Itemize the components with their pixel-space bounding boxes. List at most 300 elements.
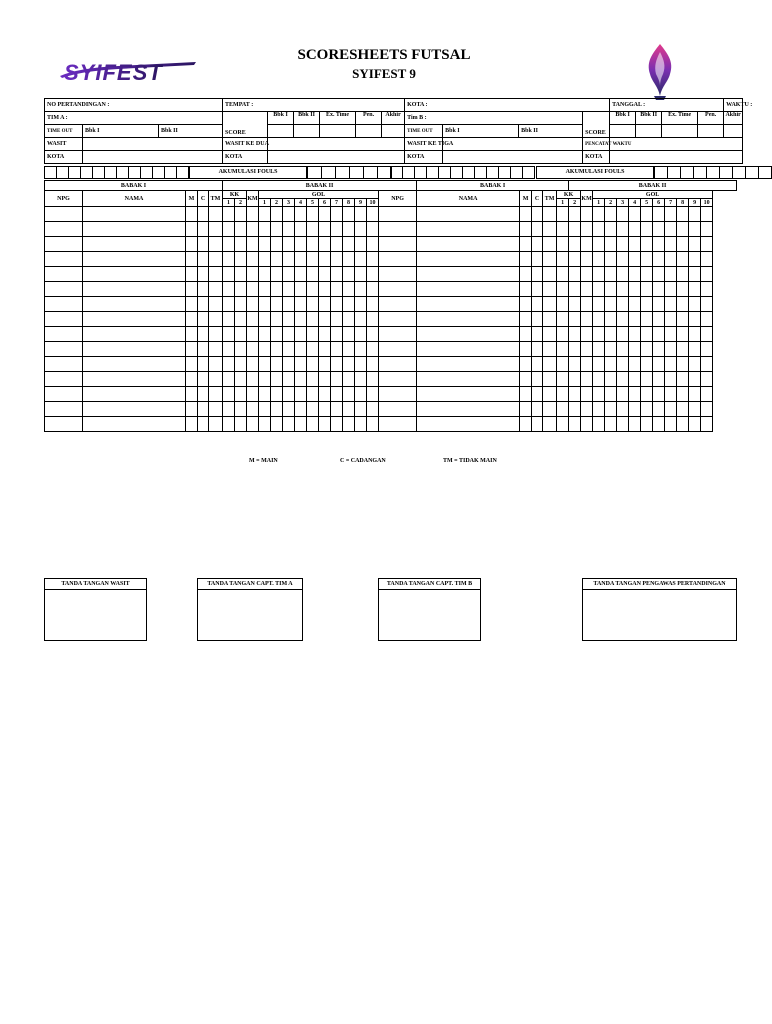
player-cell[interactable] (543, 417, 557, 432)
player-cell[interactable] (557, 402, 569, 417)
player-cell[interactable] (701, 387, 713, 402)
team-a-score-akhir-cell[interactable] (382, 125, 405, 138)
player-cell[interactable] (532, 357, 543, 372)
player-cell[interactable] (629, 267, 641, 282)
team-a-score-bbk1-cell[interactable] (268, 125, 294, 138)
player-cell[interactable] (677, 252, 689, 267)
tanggal-field[interactable]: TANGGAL : (610, 99, 724, 112)
player-cell[interactable] (653, 267, 665, 282)
kota-field[interactable]: KOTA : (405, 99, 610, 112)
player-cell[interactable] (557, 312, 569, 327)
player-cell[interactable] (223, 402, 235, 417)
player-cell[interactable] (83, 417, 186, 432)
player-cell[interactable] (198, 252, 209, 267)
player-cell[interactable] (331, 222, 343, 237)
player-cell[interactable] (259, 357, 271, 372)
player-cell[interactable] (198, 357, 209, 372)
player-cell[interactable] (677, 207, 689, 222)
player-cell[interactable] (355, 252, 367, 267)
player-cell[interactable] (665, 207, 677, 222)
player-cell[interactable] (259, 252, 271, 267)
player-cell[interactable] (593, 417, 605, 432)
player-cell[interactable] (629, 282, 641, 297)
player-cell[interactable] (605, 387, 617, 402)
waktu-field[interactable]: WAKTU : (724, 99, 743, 112)
player-cell[interactable] (379, 357, 417, 372)
player-cell[interactable] (417, 417, 520, 432)
player-cell[interactable] (331, 372, 343, 387)
player-cell[interactable] (45, 267, 83, 282)
player-cell[interactable] (701, 282, 713, 297)
player-cell[interactable] (569, 252, 581, 267)
player-cell[interactable] (520, 372, 532, 387)
player-cell[interactable] (581, 267, 593, 282)
player-cell[interactable] (581, 417, 593, 432)
player-cell[interactable] (355, 327, 367, 342)
player-cell[interactable] (379, 297, 417, 312)
player-cell[interactable] (605, 372, 617, 387)
player-cell[interactable] (83, 327, 186, 342)
player-cell[interactable] (331, 417, 343, 432)
player-cell[interactable] (259, 387, 271, 402)
player-cell[interactable] (209, 387, 223, 402)
player-cell[interactable] (641, 237, 653, 252)
player-cell[interactable] (319, 387, 331, 402)
player-cell[interactable] (331, 297, 343, 312)
player-cell[interactable] (417, 372, 520, 387)
player-cell[interactable] (557, 282, 569, 297)
player-cell[interactable] (295, 387, 307, 402)
player-cell[interactable] (653, 342, 665, 357)
player-cell[interactable] (417, 237, 520, 252)
player-cell[interactable] (259, 312, 271, 327)
foul-box-b[interactable] (693, 166, 707, 179)
player-cell[interactable] (593, 267, 605, 282)
player-cell[interactable] (83, 372, 186, 387)
player-cell[interactable] (617, 327, 629, 342)
foul-box-a[interactable] (349, 166, 364, 179)
player-cell[interactable] (247, 282, 259, 297)
player-cell[interactable] (689, 282, 701, 297)
player-cell[interactable] (235, 297, 247, 312)
player-cell[interactable] (331, 357, 343, 372)
player-cell[interactable] (283, 252, 295, 267)
player-cell[interactable] (223, 417, 235, 432)
player-cell[interactable] (689, 267, 701, 282)
foul-box-b[interactable] (706, 166, 720, 179)
player-cell[interactable] (367, 252, 379, 267)
player-cell[interactable] (319, 312, 331, 327)
player-cell[interactable] (605, 207, 617, 222)
player-cell[interactable] (186, 387, 198, 402)
player-cell[interactable] (367, 222, 379, 237)
player-cell[interactable] (307, 387, 319, 402)
player-cell[interactable] (520, 342, 532, 357)
player-cell[interactable] (235, 402, 247, 417)
player-cell[interactable] (557, 372, 569, 387)
player-cell[interactable] (532, 237, 543, 252)
player-cell[interactable] (605, 282, 617, 297)
player-cell[interactable] (223, 207, 235, 222)
player-cell[interactable] (581, 342, 593, 357)
player-cell[interactable] (532, 222, 543, 237)
player-cell[interactable] (520, 327, 532, 342)
player-cell[interactable] (295, 342, 307, 357)
player-cell[interactable] (665, 417, 677, 432)
player-cell[interactable] (319, 357, 331, 372)
player-cell[interactable] (593, 237, 605, 252)
player-cell[interactable] (569, 267, 581, 282)
player-cell[interactable] (581, 222, 593, 237)
player-cell[interactable] (520, 297, 532, 312)
player-cell[interactable] (259, 297, 271, 312)
player-cell[interactable] (629, 357, 641, 372)
player-cell[interactable] (45, 282, 83, 297)
player-cell[interactable] (198, 327, 209, 342)
player-cell[interactable] (198, 402, 209, 417)
player-cell[interactable] (665, 372, 677, 387)
player-cell[interactable] (665, 297, 677, 312)
player-cell[interactable] (689, 222, 701, 237)
player-cell[interactable] (331, 327, 343, 342)
player-cell[interactable] (186, 207, 198, 222)
player-cell[interactable] (235, 327, 247, 342)
player-cell[interactable] (677, 342, 689, 357)
player-cell[interactable] (653, 387, 665, 402)
player-cell[interactable] (593, 357, 605, 372)
player-cell[interactable] (569, 402, 581, 417)
player-cell[interactable] (653, 297, 665, 312)
player-cell[interactable] (367, 417, 379, 432)
player-cell[interactable] (307, 222, 319, 237)
player-cell[interactable] (45, 417, 83, 432)
player-cell[interactable] (641, 342, 653, 357)
player-cell[interactable] (701, 372, 713, 387)
player-cell[interactable] (701, 252, 713, 267)
player-cell[interactable] (532, 312, 543, 327)
player-cell[interactable] (569, 342, 581, 357)
player-cell[interactable] (689, 342, 701, 357)
player-cell[interactable] (186, 267, 198, 282)
player-cell[interactable] (283, 207, 295, 222)
player-cell[interactable] (641, 312, 653, 327)
player-cell[interactable] (83, 252, 186, 267)
player-cell[interactable] (209, 357, 223, 372)
player-cell[interactable] (367, 387, 379, 402)
player-cell[interactable] (605, 417, 617, 432)
player-cell[interactable] (417, 357, 520, 372)
player-cell[interactable] (247, 372, 259, 387)
player-cell[interactable] (343, 237, 355, 252)
foul-box-b[interactable] (522, 166, 535, 179)
player-cell[interactable] (259, 237, 271, 252)
player-cell[interactable] (209, 267, 223, 282)
player-cell[interactable] (379, 267, 417, 282)
player-cell[interactable] (198, 222, 209, 237)
player-cell[interactable] (417, 222, 520, 237)
player-cell[interactable] (283, 222, 295, 237)
player-cell[interactable] (198, 282, 209, 297)
player-cell[interactable] (247, 342, 259, 357)
player-cell[interactable] (677, 327, 689, 342)
player-cell[interactable] (223, 252, 235, 267)
player-cell[interactable] (307, 402, 319, 417)
player-cell[interactable] (593, 252, 605, 267)
player-cell[interactable] (701, 357, 713, 372)
player-cell[interactable] (283, 297, 295, 312)
player-cell[interactable] (259, 417, 271, 432)
player-cell[interactable] (307, 372, 319, 387)
player-cell[interactable] (355, 387, 367, 402)
player-cell[interactable] (569, 312, 581, 327)
player-cell[interactable] (543, 342, 557, 357)
player-cell[interactable] (665, 282, 677, 297)
player-cell[interactable] (379, 222, 417, 237)
player-cell[interactable] (379, 237, 417, 252)
player-cell[interactable] (581, 357, 593, 372)
player-cell[interactable] (186, 237, 198, 252)
player-cell[interactable] (283, 372, 295, 387)
foul-box-b[interactable] (680, 166, 694, 179)
player-cell[interactable] (307, 282, 319, 297)
foul-box-b[interactable] (758, 166, 772, 179)
player-cell[interactable] (343, 402, 355, 417)
player-cell[interactable] (569, 327, 581, 342)
player-cell[interactable] (271, 207, 283, 222)
player-cell[interactable] (186, 297, 198, 312)
player-cell[interactable] (209, 402, 223, 417)
player-cell[interactable] (417, 297, 520, 312)
player-cell[interactable] (520, 357, 532, 372)
foul-box-a[interactable] (363, 166, 378, 179)
no-pertandingan-field[interactable]: NO PERTANDINGAN : (45, 99, 223, 112)
kota-wasit-dua-field[interactable] (268, 151, 405, 164)
player-cell[interactable] (209, 342, 223, 357)
player-cell[interactable] (307, 207, 319, 222)
player-cell[interactable] (569, 282, 581, 297)
player-cell[interactable] (557, 267, 569, 282)
player-cell[interactable] (367, 237, 379, 252)
player-cell[interactable] (319, 237, 331, 252)
player-cell[interactable] (689, 417, 701, 432)
player-cell[interactable] (295, 252, 307, 267)
player-cell[interactable] (581, 312, 593, 327)
foul-box-b[interactable] (732, 166, 746, 179)
player-cell[interactable] (271, 342, 283, 357)
player-cell[interactable] (641, 222, 653, 237)
player-cell[interactable] (319, 207, 331, 222)
player-cell[interactable] (581, 252, 593, 267)
player-cell[interactable] (379, 387, 417, 402)
player-cell[interactable] (283, 237, 295, 252)
player-cell[interactable] (367, 207, 379, 222)
foul-box-b[interactable] (654, 166, 668, 179)
player-cell[interactable] (307, 327, 319, 342)
player-cell[interactable] (186, 282, 198, 297)
player-cell[interactable] (641, 357, 653, 372)
player-cell[interactable] (355, 282, 367, 297)
player-cell[interactable] (355, 372, 367, 387)
player-cell[interactable] (557, 252, 569, 267)
player-cell[interactable] (83, 267, 186, 282)
player-cell[interactable] (83, 402, 186, 417)
player-cell[interactable] (569, 357, 581, 372)
player-cell[interactable] (593, 297, 605, 312)
player-cell[interactable] (665, 222, 677, 237)
player-cell[interactable] (532, 402, 543, 417)
player-cell[interactable] (307, 297, 319, 312)
player-cell[interactable] (417, 387, 520, 402)
player-cell[interactable] (295, 417, 307, 432)
player-cell[interactable] (271, 297, 283, 312)
player-cell[interactable] (45, 252, 83, 267)
kota-pencatat-field[interactable] (610, 151, 743, 164)
player-cell[interactable] (581, 237, 593, 252)
player-cell[interactable] (557, 237, 569, 252)
player-cell[interactable] (677, 222, 689, 237)
player-cell[interactable] (701, 312, 713, 327)
player-cell[interactable] (343, 297, 355, 312)
player-cell[interactable] (665, 342, 677, 357)
player-cell[interactable] (605, 252, 617, 267)
player-cell[interactable] (689, 327, 701, 342)
player-cell[interactable] (209, 282, 223, 297)
player-cell[interactable] (259, 402, 271, 417)
signature-box-capt-b[interactable] (378, 578, 481, 641)
team-b-score-bbk2-cell[interactable] (636, 125, 662, 138)
player-cell[interactable] (367, 312, 379, 327)
player-cell[interactable] (605, 312, 617, 327)
player-cell[interactable] (45, 372, 83, 387)
player-cell[interactable] (605, 357, 617, 372)
player-cell[interactable] (617, 387, 629, 402)
player-cell[interactable] (665, 387, 677, 402)
player-cell[interactable] (532, 252, 543, 267)
player-cell[interactable] (417, 342, 520, 357)
player-cell[interactable] (581, 207, 593, 222)
player-cell[interactable] (367, 342, 379, 357)
player-cell[interactable] (641, 372, 653, 387)
player-cell[interactable] (343, 417, 355, 432)
player-cell[interactable] (283, 402, 295, 417)
player-cell[interactable] (186, 342, 198, 357)
player-cell[interactable] (605, 222, 617, 237)
player-cell[interactable] (331, 402, 343, 417)
player-cell[interactable] (271, 222, 283, 237)
player-cell[interactable] (247, 297, 259, 312)
player-cell[interactable] (186, 357, 198, 372)
player-cell[interactable] (701, 222, 713, 237)
player-cell[interactable] (569, 387, 581, 402)
player-cell[interactable] (641, 252, 653, 267)
player-cell[interactable] (319, 222, 331, 237)
player-cell[interactable] (186, 222, 198, 237)
player-cell[interactable] (689, 207, 701, 222)
player-cell[interactable] (629, 222, 641, 237)
kota-wasit-field[interactable] (83, 151, 223, 164)
player-cell[interactable] (629, 297, 641, 312)
player-cell[interactable] (223, 282, 235, 297)
player-cell[interactable] (520, 402, 532, 417)
player-cell[interactable] (701, 297, 713, 312)
player-cell[interactable] (209, 237, 223, 252)
player-cell[interactable] (209, 297, 223, 312)
team-b-timeout-bbk1[interactable]: Bbk I (443, 125, 519, 138)
player-cell[interactable] (319, 342, 331, 357)
player-cell[interactable] (653, 417, 665, 432)
player-cell[interactable] (379, 312, 417, 327)
player-cell[interactable] (379, 282, 417, 297)
player-cell[interactable] (605, 297, 617, 312)
player-cell[interactable] (307, 342, 319, 357)
player-cell[interactable] (617, 282, 629, 297)
player-cell[interactable] (319, 417, 331, 432)
player-cell[interactable] (355, 297, 367, 312)
player-cell[interactable] (641, 402, 653, 417)
player-cell[interactable] (581, 327, 593, 342)
player-cell[interactable] (605, 267, 617, 282)
player-cell[interactable] (331, 252, 343, 267)
player-cell[interactable] (235, 237, 247, 252)
player-cell[interactable] (235, 342, 247, 357)
player-cell[interactable] (247, 267, 259, 282)
player-cell[interactable] (677, 387, 689, 402)
player-cell[interactable] (355, 342, 367, 357)
kota-wasit-tiga-field[interactable] (443, 151, 583, 164)
player-cell[interactable] (45, 402, 83, 417)
player-cell[interactable] (271, 252, 283, 267)
player-cell[interactable] (532, 282, 543, 297)
team-a-score-bbk2-cell[interactable] (294, 125, 320, 138)
player-cell[interactable] (689, 252, 701, 267)
player-cell[interactable] (557, 297, 569, 312)
player-cell[interactable] (520, 252, 532, 267)
player-cell[interactable] (543, 387, 557, 402)
player-cell[interactable] (689, 312, 701, 327)
team-a-name-field[interactable]: TIM A : (45, 112, 223, 125)
team-b-timeout-bbk2[interactable]: Bbk II (519, 125, 583, 138)
player-cell[interactable] (557, 327, 569, 342)
signature-box-pengawas[interactable] (582, 578, 737, 641)
player-cell[interactable] (283, 417, 295, 432)
player-cell[interactable] (629, 342, 641, 357)
player-cell[interactable] (355, 402, 367, 417)
player-cell[interactable] (417, 402, 520, 417)
player-cell[interactable] (343, 282, 355, 297)
player-cell[interactable] (45, 297, 83, 312)
player-cell[interactable] (543, 207, 557, 222)
player-cell[interactable] (520, 207, 532, 222)
wasit-ke-dua-field[interactable] (268, 138, 405, 151)
tempat-field[interactable]: TEMPAT : (223, 99, 405, 112)
team-a-score-pen-cell[interactable] (356, 125, 382, 138)
player-cell[interactable] (569, 297, 581, 312)
player-cell[interactable] (186, 327, 198, 342)
player-cell[interactable] (532, 387, 543, 402)
player-cell[interactable] (235, 252, 247, 267)
player-cell[interactable] (665, 402, 677, 417)
player-cell[interactable] (605, 402, 617, 417)
player-cell[interactable] (520, 282, 532, 297)
player-cell[interactable] (417, 312, 520, 327)
player-cell[interactable] (83, 282, 186, 297)
player-cell[interactable] (83, 312, 186, 327)
player-cell[interactable] (235, 312, 247, 327)
player-cell[interactable] (641, 282, 653, 297)
player-cell[interactable] (701, 267, 713, 282)
player-cell[interactable] (379, 372, 417, 387)
player-cell[interactable] (343, 387, 355, 402)
